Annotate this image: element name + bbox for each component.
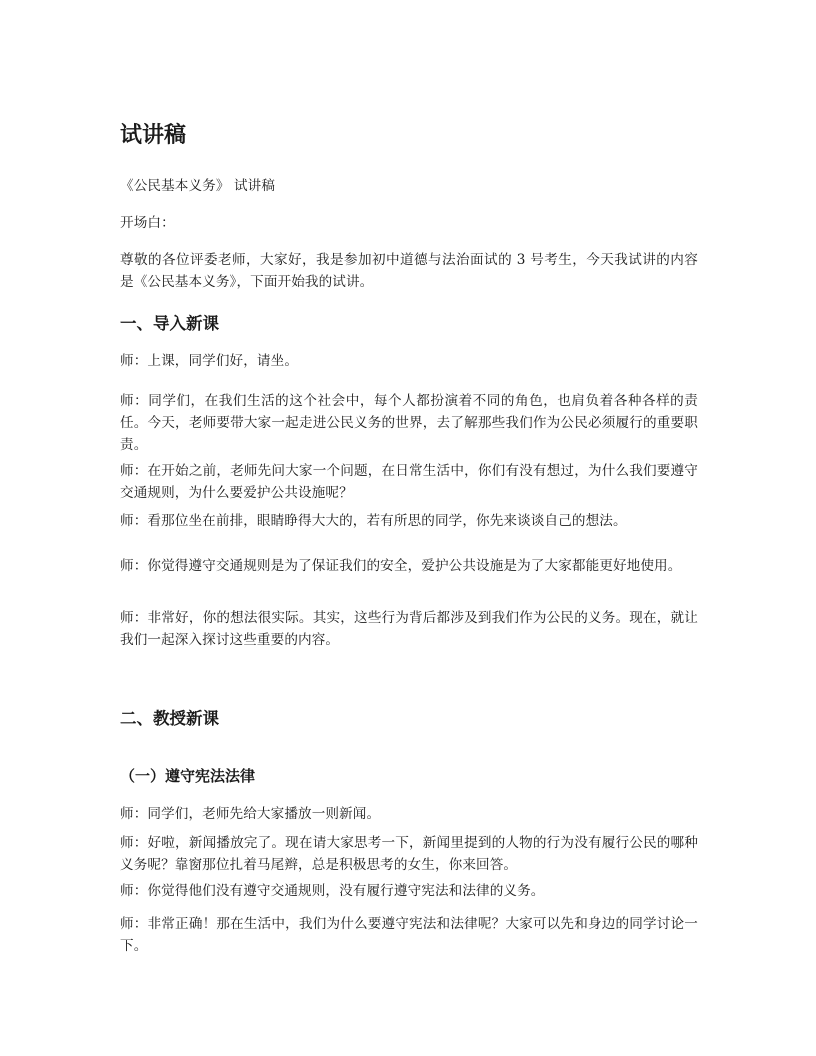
section2-paragraph-1: 师：同学们，老师先给大家播放一则新闻。 [120, 806, 381, 822]
section1-paragraph-3: 师：在开始之前，老师先问大家一个问题，在日常生活中，你们有没有想过，为什么我们要遵守交通规则，为什么要爱护公共设施呢？ [120, 463, 698, 501]
section1-paragraph-1: 师：上课，同学们好，请坐。 [120, 353, 299, 369]
section1-paragraph-5: 师：你觉得遵守交通规则是为了保证我们的安全，爱护公共设施是为了大家都能更好地使用。 [120, 558, 682, 574]
section2-paragraph-2: 师：好啦，新闻播放完了。现在请大家思考一下，新闻里提到的人物的行为没有履行公民的哪种义务呢？靠窗那位扎着马尾辫，总是积极思考的女生，你来回答。 [120, 835, 698, 873]
section2-paragraph-4: 师：非常正确！那在生活中，我们为什么要遵守宪法和法律呢？大家可以先和身边的同学讨论一下。 [120, 916, 698, 954]
intro-paragraph: 尊敬的各位评委老师，大家好，我是参加初中道德与法治面试的 3 号考生，今天我试讲的内容是《公民基本义务》，下面开始我的试讲。 [120, 252, 698, 290]
section2-heading: 二、教授新课 [120, 709, 219, 728]
section1-paragraph-6: 师：非常好，你的想法很实际。其实，这些行为背后都涉及到我们作为公民的义务。现在，就让我们一起深入探讨这些重要的内容。 [120, 610, 698, 648]
section2-paragraph-3: 师：你觉得他们没有遵守交通规则，没有履行遵守宪法和法律的义务。 [120, 883, 545, 899]
section1-paragraph-2: 师：同学们，在我们生活的这个社会中，每个人都扮演着不同的角色，也肩负着各种各样的责任。今天，老师要带大家一起走进公民义务的世界，去了解那些我们作为公民必须履行的重要职责。 [120, 393, 698, 453]
document-title: 试讲稿 [120, 123, 187, 148]
document-subtitle: 《公民基本义务》 试讲稿 [120, 178, 276, 194]
section1-paragraph-4: 师：看那位坐在前排，眼睛睁得大大的，若有所思的同学，你先来谈谈自己的想法。 [120, 513, 627, 529]
opening-label: 开场白： [120, 215, 175, 231]
section1-heading: 一、导入新课 [120, 314, 219, 333]
section2-subheading: （一）遵守宪法法律 [120, 767, 256, 785]
